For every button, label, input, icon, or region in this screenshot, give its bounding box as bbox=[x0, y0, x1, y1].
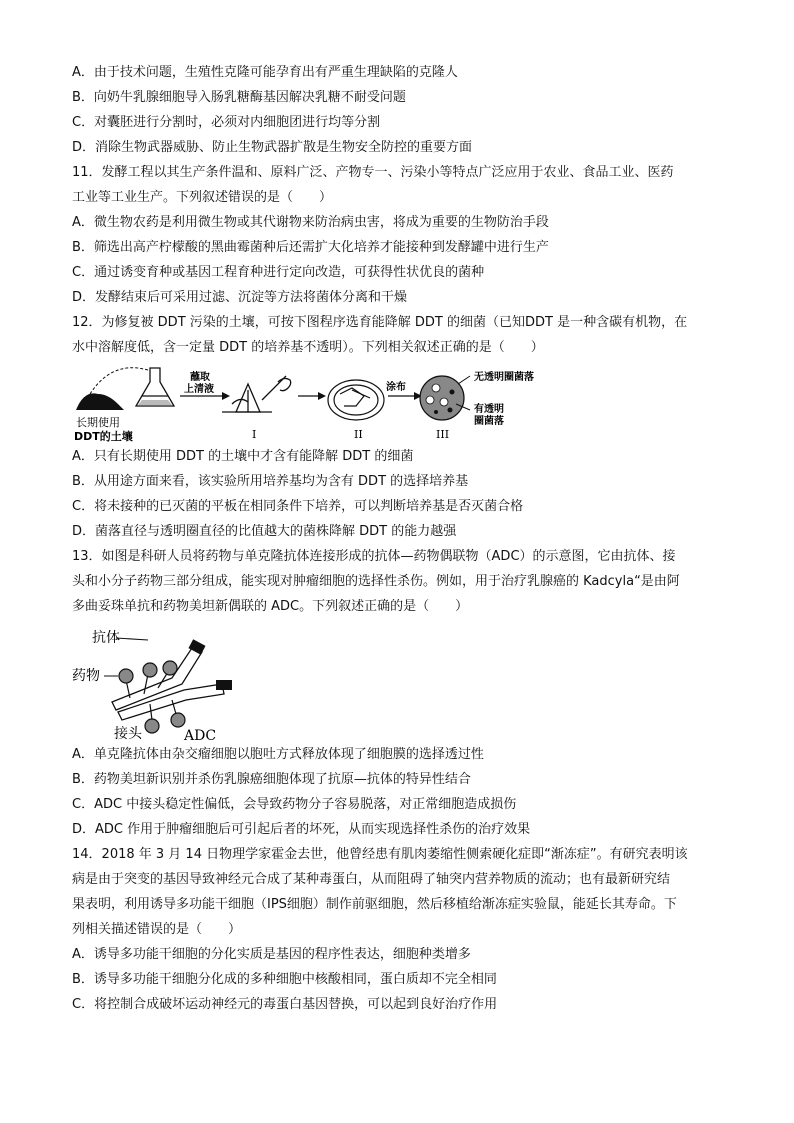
q13-option-b: B．药物美坦新识别并杀伤乳腺癌细胞体现了抗原—抗体的特异性结合 bbox=[72, 772, 471, 787]
q11-option-b: B．筛选出高产柠檬酸的黑曲霉菌种后还需扩大化培养才能接种到发酵罐中进行生产 bbox=[72, 240, 549, 255]
q12-option-c: C．将未接种的已灭菌的平板在相同条件下培养，可以判断培养基是否灭菌合格 bbox=[72, 499, 524, 514]
q11-option-d: D．发酵结束后可采用过滤、沉淀等方法将菌体分离和干燥 bbox=[72, 290, 408, 305]
q13-stem-line1: 13．如图是科研人员将药物与单克隆抗体连接形成的抗体—药物偶联物（ADC）的示意图，它由抗体、接 bbox=[72, 549, 676, 564]
arrow1-label-1: 蘸取 bbox=[190, 372, 210, 383]
arrow1-label-2: 上清液 bbox=[184, 384, 214, 395]
q14-stem-line1: 14．2018 年 3 月 14 日物理学家霍金去世，他曾经患有肌肉萎缩性侧索硬化症即“渐冻症”。有研究表明该 bbox=[72, 847, 688, 862]
adc-diagram bbox=[72, 620, 262, 744]
q10-option-c: C．对囊胚进行分割时，必须对内细胞团进行均等分割 bbox=[72, 115, 381, 130]
linker-label: 接头 bbox=[114, 726, 142, 742]
q13-stem-line2: 头和小分子药物三部分组成，能实现对肿瘤细胞的选择性杀伤。例如，用于治疗乳腺癌的 Kadcyla“是由阿 bbox=[72, 574, 680, 589]
flask-icon bbox=[136, 368, 174, 406]
inoculation-tools-icon bbox=[222, 376, 291, 412]
q13-stem-line3: 多曲妥珠单抗和药物美坦新偶联的 ADC。下列叙述正确的是（ ） bbox=[72, 599, 469, 614]
q14-stem-line4: 列相关描述错误的是（ ） bbox=[72, 922, 242, 937]
q14-stem-line2: 病是由于突变的基因导致神经元合成了某种毒蛋白，从而阻碍了轴突内营养物质的流动；也有最新研究结 bbox=[72, 872, 671, 887]
antibody-shape bbox=[112, 648, 224, 720]
soil-label-2: DDT的土壤 bbox=[74, 430, 133, 443]
soil-mound bbox=[76, 393, 124, 410]
drug-label: 药物 bbox=[72, 668, 100, 684]
arrow3-label: 涂布 bbox=[386, 382, 406, 393]
q10-option-d: D．消除生物武器威胁、防止生物武器扩散是生物安全防控的重要方面 bbox=[72, 140, 473, 155]
transfer-arc bbox=[90, 368, 148, 394]
q11-stem-line2: 工业等工业生产。下列叙述错误的是（ ） bbox=[72, 190, 333, 205]
q11-option-a: A．微生物农药是利用微生物或其代谢物来防治病虫害，将成为重要的生物防治手段 bbox=[72, 215, 549, 230]
q11-stem-line1: 11．发酵工程以其生产条件温和、原料广泛、产物专一、污染小等特点广泛应用于农业、食品工业、医药 bbox=[72, 165, 674, 180]
petri-dish-colonies-icon bbox=[420, 376, 470, 420]
q12-stem-line1: 12．为修复被 DDT 污染的土壤，可按下图程序选育能降解 DDT 的细菌（已知DDT 是一种含碳有机物，在 bbox=[72, 315, 688, 330]
q14-option-a: A．诱导多功能干细胞的分化实质是基因的程序性表达，细胞种类增多 bbox=[72, 947, 471, 962]
q12-option-b: B．从用途方面来看，该实验所用培养基均为含有 DDT 的选择培养基 bbox=[72, 474, 469, 489]
step-3-label: III bbox=[436, 428, 450, 441]
q12-stem-line2: 水中溶解度低，含一定量 DDT 的培养基不透明）。下列相关叙述正确的是（ ） bbox=[72, 340, 544, 355]
antibody-label: 抗体 bbox=[92, 630, 120, 646]
ddt-screening-diagram bbox=[72, 360, 552, 444]
halo-label-2: 圈菌落 bbox=[474, 416, 504, 427]
halo-label-1: 有透明 bbox=[474, 404, 504, 415]
q10-option-a: A．由于技术问题，生殖性克隆可能孕育出有严重生理缺陷的克隆人 bbox=[72, 65, 458, 80]
q12-option-d: D．菌落直径与透明圈直径的比值越大的菌株降解 DDT 的能力越强 bbox=[72, 524, 457, 539]
q14-stem-line3: 果表明，利用诱导多功能干细胞（IPS细胞）制作前驱细胞，然后移植给渐冻症实验鼠，能延长其寿命。下 bbox=[72, 897, 677, 912]
no-halo-label: 无透明圈菌落 bbox=[474, 372, 534, 383]
q11-option-c: C．通过诱变育种或基因工程育种进行定向改造，可获得性状优良的菌种 bbox=[72, 265, 485, 280]
q13-option-d: D．ADC 作用于肿瘤细胞后可引起后者的坏死，从而实现选择性杀伤的治疗效果 bbox=[72, 822, 531, 837]
q13-option-c: C．ADC 中接头稳定性偏低，会导致药物分子容易脱落，对正常细胞造成损伤 bbox=[72, 797, 517, 812]
q14-option-c: C．将控制合成破坏运动神经元的毒蛋白基因替换，可以起到良好治疗作用 bbox=[72, 997, 498, 1012]
q10-option-b: B．向奶牛乳腺细胞导入肠乳糖酶基因解决乳糖不耐受问题 bbox=[72, 90, 406, 105]
q13-option-a: A．单克隆抗体由杂交瘤细胞以胞吐方式释放体现了细胞膜的选择透过性 bbox=[72, 747, 484, 762]
step-1-label: I bbox=[252, 428, 257, 441]
petri-dish-streak-icon bbox=[328, 380, 384, 420]
step-2-label: II bbox=[354, 428, 363, 441]
q14-option-b: B．诱导多功能干细胞分化成的多种细胞中核酸相同，蛋白质却不完全相同 bbox=[72, 972, 497, 987]
adc-label: ADC bbox=[184, 728, 217, 744]
soil-label-1: 长期使用 bbox=[76, 416, 120, 429]
antibody-tip-2 bbox=[216, 680, 232, 690]
q12-option-a: A．只有长期使用 DDT 的土壤中才含有能降解 DDT 的细菌 bbox=[72, 449, 414, 464]
